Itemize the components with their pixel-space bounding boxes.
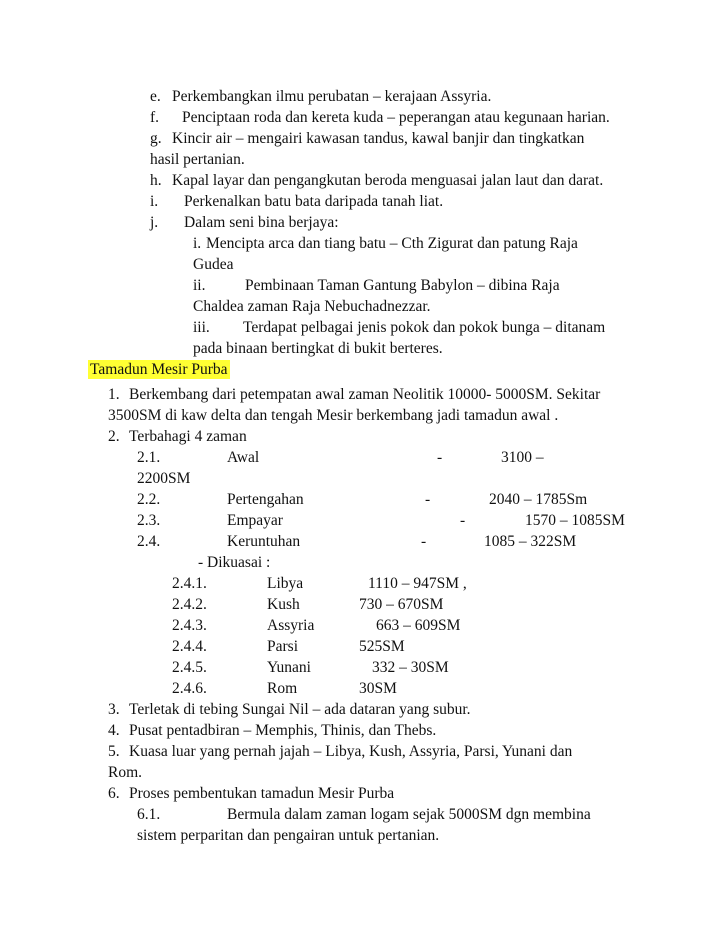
ruler-1-years: 1110 – 947SM , <box>368 575 467 592</box>
ruler-4-num: 2.4.4. <box>172 638 207 655</box>
era-3-years: 1570 – 1085SM <box>525 512 625 529</box>
ruler-2-name: Kush <box>267 596 300 613</box>
item-j-marker: j. <box>150 214 159 231</box>
point-6-1-num: 6.1. <box>137 806 161 823</box>
era-1-dash: - <box>437 449 443 466</box>
point-3-text: Terletak di tebing Sungai Nil – ada dataran yang subur. <box>129 701 471 718</box>
point-5-marker: 5. <box>108 743 120 760</box>
ruler-6-years: 30SM <box>359 680 397 697</box>
item-i-text: Perkenalkan batu bata daripada tanah liat. <box>184 193 444 210</box>
item-h-text: Kapal layar dan pengangkutan beroda menguasai jalan laut dan darat. <box>172 172 604 189</box>
item-j-sub-iii-marker: iii. <box>193 319 210 336</box>
item-j-sub-i-text: Mencipta arca dan tiang batu – Cth Zigurat dan patung Raja <box>206 235 578 252</box>
section-heading: Tamadun Mesir Purba <box>90 361 228 378</box>
ruler-4-years: 525SM <box>359 638 405 655</box>
point-5-text: Kuasa luar yang pernah jajah – Libya, Kush, Assyria, Parsi, Yunani dan <box>129 743 573 760</box>
era-3-num: 2.3. <box>137 512 161 529</box>
ruler-1-num: 2.4.1. <box>172 575 207 592</box>
item-j-sub-iii-text: Terdapat pelbagai jenis pokok dan pokok bunga – ditanam <box>243 319 606 336</box>
point-2-marker: 2. <box>108 428 120 445</box>
item-g-cont: hasil pertanian. <box>150 151 245 168</box>
item-e-text: Perkembangkan ilmu perubatan – kerajaan Assyria. <box>172 88 492 105</box>
era-1-name: Awal <box>227 449 260 466</box>
item-j-sub-ii-cont: Chaldea zaman Raja Nebuchadnezzar. <box>193 298 431 315</box>
item-j-sub-i-cont: Gudea <box>193 256 234 273</box>
era-1-num: 2.1. <box>137 449 161 466</box>
item-j-text: Dalam seni bina berjaya: <box>184 214 339 231</box>
ruler-5-num: 2.4.5. <box>172 659 207 676</box>
era-4-num: 2.4. <box>137 533 161 550</box>
ruler-3-years: 663 – 609SM <box>376 617 461 634</box>
point-6-1-text: Bermula dalam zaman logam sejak 5000SM dgn membina <box>227 806 591 823</box>
point-1-text: Berkembang dari petempatan awal zaman Neolitik 10000- 5000SM. Sekitar <box>129 386 601 403</box>
point-2-text: Terbahagi 4 zaman <box>129 428 247 445</box>
item-h-marker: h. <box>150 172 162 189</box>
ruler-5-name: Yunani <box>267 659 311 676</box>
point-5-cont: Rom. <box>108 764 143 781</box>
ruler-6-num: 2.4.6. <box>172 680 207 697</box>
item-j-sub-ii-marker: ii. <box>193 277 206 294</box>
ruler-5-years: 332 – 30SM <box>372 659 449 676</box>
era-4-years: 1085 – 322SM <box>484 533 577 550</box>
item-j-sub-i-marker: i. <box>193 235 202 252</box>
item-j-sub-ii-text: Pembinaan Taman Gantung Babylon – dibina Raja <box>245 277 560 294</box>
item-j-sub-iii-cont: pada binaan bertingkat di bukit berteres. <box>193 340 443 357</box>
era-2-name: Pertengahan <box>227 491 304 508</box>
ruler-3-num: 2.4.3. <box>172 617 207 634</box>
ruler-6-name: Rom <box>267 680 298 697</box>
era-2-dash: - <box>425 491 431 508</box>
item-f-text: Penciptaan roda dan kereta kuda – peperangan atau kegunaan harian. <box>182 109 610 126</box>
item-i-marker: i. <box>150 193 159 210</box>
point-4-marker: 4. <box>108 722 120 739</box>
point-6-1-cont: sistem perparitan dan pengairan untuk pertanian. <box>137 827 440 844</box>
era-1-years: 3100 – <box>501 449 544 466</box>
item-g-marker: g. <box>150 130 162 147</box>
point-4-text: Pusat pentadbiran – Memphis, Thinis, dan Thebs. <box>129 722 437 739</box>
ruler-2-num: 2.4.2. <box>172 596 207 613</box>
item-g-text: Kincir air – mengairi kawasan tandus, kawal banjir dan tingkatkan <box>172 130 585 147</box>
point-1-marker: 1. <box>108 386 120 403</box>
ruler-1-name: Libya <box>267 575 304 592</box>
point-1-cont: 3500SM di kaw delta dan tengah Mesir berkembang jadi tamadun awal . <box>108 407 559 424</box>
ruled-label: - Dikuasai : <box>198 554 271 571</box>
era-4-dash: - <box>421 533 427 550</box>
point-6-text: Proses pembentukan tamadun Mesir Purba <box>129 785 395 802</box>
era-2-years: 2040 – 1785Sm <box>489 491 588 508</box>
era-3-dash: - <box>460 512 466 529</box>
point-3-marker: 3. <box>108 701 120 718</box>
era-1-cont: 2200SM <box>137 470 191 487</box>
era-4-name: Keruntuhan <box>227 533 301 550</box>
ruler-3-name: Assyria <box>267 617 315 634</box>
era-2-num: 2.2. <box>137 491 161 508</box>
ruler-2-years: 730 – 670SM <box>359 596 444 613</box>
item-f-marker: f. <box>150 109 160 126</box>
era-3-name: Empayar <box>227 512 283 529</box>
ruler-4-name: Parsi <box>267 638 298 655</box>
point-6-marker: 6. <box>108 785 120 802</box>
item-e-marker: e. <box>150 88 161 105</box>
